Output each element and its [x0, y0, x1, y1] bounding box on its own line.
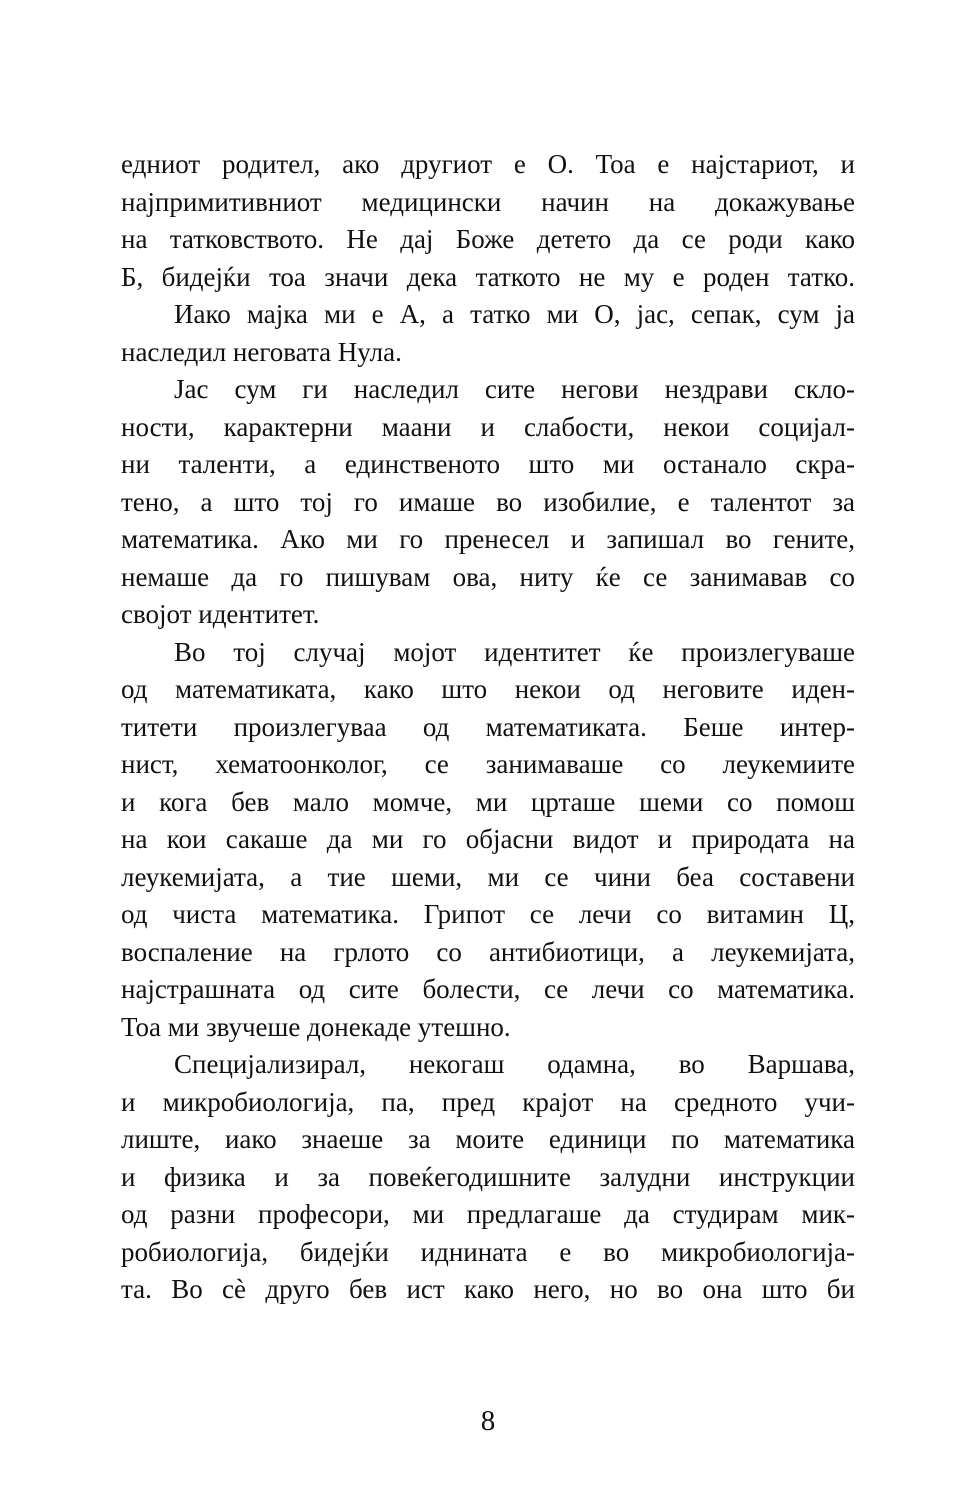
text-line: најстрашната од сите болести, се лечи со математика.	[121, 974, 855, 1004]
text-line: ни таленти, а единственото што ми останало скра-	[121, 449, 855, 479]
text-line: наследил неговата Нула.	[121, 336, 402, 367]
text-line: лиште, иако знаеше за моите единици по математика	[121, 1124, 855, 1154]
text-line: Иако мајка ми е А, а татко ми О, јас, сепак, сум ја	[174, 299, 855, 329]
text-line: немаше да го пишувам ова, ниту ќе се занимавав со	[121, 561, 855, 592]
text-line: титети произлегуваа од математиката. Беше интер-	[121, 711, 855, 742]
text-line: математика. Ако ми го пренесел и запишал во гените,	[121, 524, 855, 554]
text-line: својот идентитет.	[121, 599, 320, 629]
text-line: нист, хематоонколог, се занимаваше со леукемиите	[121, 749, 855, 779]
text-line: Во тој случај мојот идентитет ќе произлегуваше	[174, 636, 855, 667]
text-line: Тоа ми звучеше донекаде утешно.	[121, 1011, 511, 1042]
text-line: најпримитивниот медицински начин на докажување	[121, 186, 855, 217]
text-line: ности, карактерни маани и слабости, некои социјал-	[121, 411, 855, 442]
text-line: на кои сакаше да ми го објасни видот и природата на	[121, 824, 855, 854]
text-line: робиологија, бидејќи иднината е во микробиологија-	[121, 1236, 855, 1267]
text-line: воспаление на грлото со антибиотици, а леукемијата,	[121, 936, 855, 967]
text-line: од чиста математика. Грипот се лечи со витамин Ц,	[121, 899, 855, 929]
text-line: леукемијата, а тие шеми, ми се чини беа составени	[121, 861, 855, 892]
text-line: Специјализирал, некогаш одамна, во Варшава,	[174, 1049, 855, 1079]
text-line: Јас сум ги наследил сите негови нездрави скло-	[174, 374, 855, 404]
text-line: та. Во сѐ друго бев ист како него, но во она што би	[121, 1274, 855, 1304]
text-line: и микробиологија, па, пред крајот на средното учи-	[121, 1086, 855, 1117]
text-line: тено, а што тој го имаше во изобилие, е талентот за	[121, 486, 855, 517]
page-number: 8	[480, 1405, 496, 1437]
text-line: од математиката, како што некои од неговите иден-	[121, 674, 855, 704]
page-text	[121, 146, 855, 1309]
text-line: и физика и за повеќегодишните залудни инструкции	[121, 1161, 855, 1192]
text-line: едниот родител, ако другиот е О. Тоа е најстариот, и	[121, 149, 855, 179]
text-line: Б, бидејќи тоа значи дека таткото не му е роден татко.	[121, 261, 855, 292]
text-line: и кога бев мало момче, ми црташе шеми со помош	[121, 786, 855, 817]
text-line: на татковството. Не дај Боже детето да се роди како	[121, 224, 855, 254]
text-line: од разни професори, ми предлагаше да студирам мик-	[121, 1199, 855, 1229]
